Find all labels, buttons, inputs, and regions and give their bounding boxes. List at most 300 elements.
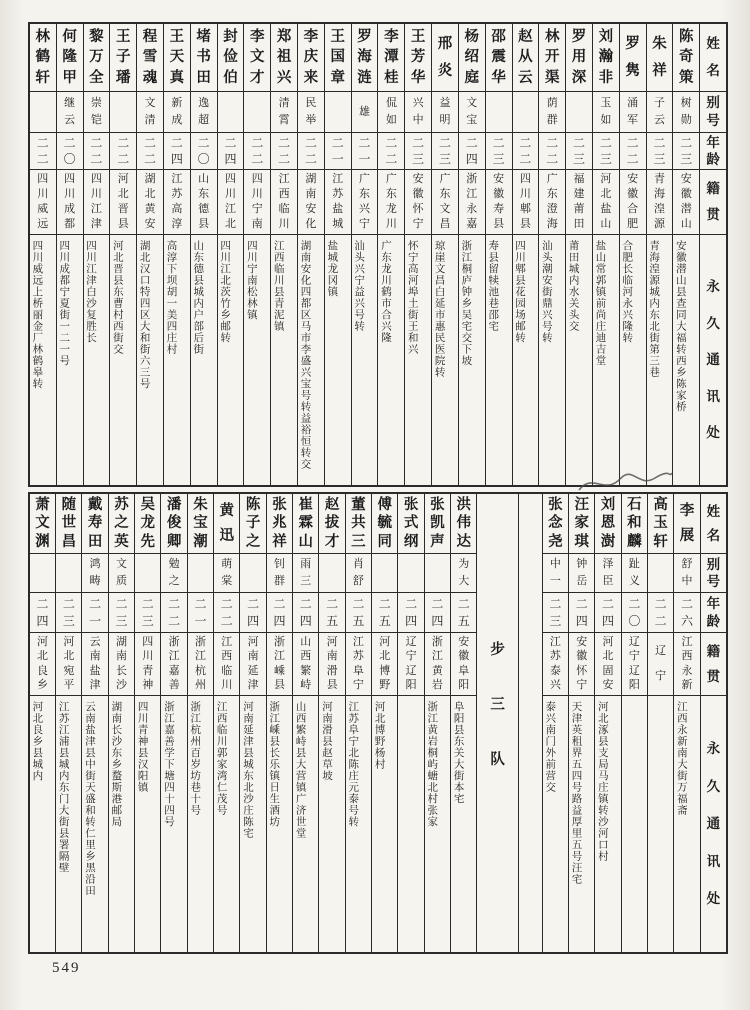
person-column xyxy=(160,494,186,952)
glyph: 二 xyxy=(358,136,371,150)
glyph: 二 xyxy=(117,152,130,166)
glyph: 江 xyxy=(273,650,285,663)
glyph: 宁 xyxy=(655,669,667,682)
glyph: 开 xyxy=(544,49,560,66)
alias-cell xyxy=(648,554,673,593)
glyph: 萧 xyxy=(35,496,50,513)
glyph: 广 xyxy=(546,173,558,185)
glyph: 西 xyxy=(681,650,693,663)
glyph: 洪 xyxy=(456,496,471,513)
address-cell xyxy=(432,235,458,485)
address-text: 安徽潜山县查同大福转西乡陈家桥 xyxy=(674,240,686,413)
name-cell xyxy=(425,494,450,554)
glyph: 黎 xyxy=(89,28,104,45)
glyph: 津 xyxy=(247,679,259,692)
glyph: 二 xyxy=(90,152,103,166)
alias-cell xyxy=(622,554,647,593)
glyph: 张 xyxy=(403,496,419,513)
glyph: 中 xyxy=(412,114,424,126)
glyph: 江 xyxy=(194,650,206,663)
glyph: 二 xyxy=(326,597,339,611)
glyph: 如 xyxy=(385,114,397,126)
glyph: 三 xyxy=(549,614,562,628)
address-text: 莆田城内水关头交 xyxy=(567,240,579,332)
age-cell xyxy=(271,133,297,170)
name-cell xyxy=(398,494,423,554)
person-column xyxy=(371,494,397,952)
glyph: 明 xyxy=(439,114,451,126)
glyph: 四 xyxy=(602,614,615,628)
name-cell xyxy=(648,494,673,554)
glyph: 年 xyxy=(706,135,720,150)
glyph: 展 xyxy=(679,527,695,544)
native-place-cell xyxy=(56,633,81,696)
glyph: 赵 xyxy=(324,496,340,513)
header-alias xyxy=(701,554,726,593)
age-cell xyxy=(425,593,450,633)
person-column xyxy=(55,494,81,952)
glyph: 〇 xyxy=(628,614,641,628)
name-cell xyxy=(161,494,186,554)
glyph: 邵 xyxy=(491,28,506,45)
glyph: 辽 xyxy=(405,664,417,677)
glyph: 南 xyxy=(115,650,127,663)
glyph: 广 xyxy=(439,173,451,185)
glyph: 瀚 xyxy=(598,49,614,66)
glyph: 益 xyxy=(439,97,451,109)
glyph: 临 xyxy=(221,664,233,677)
glyph: 声 xyxy=(430,533,445,550)
glyph: 平 xyxy=(63,679,75,692)
glyph: 鹤 xyxy=(35,49,51,66)
glyph: 徽 xyxy=(412,188,424,200)
glyph: 三 xyxy=(351,533,366,550)
glyph: 非 xyxy=(598,69,614,86)
glyph: 江 xyxy=(171,173,183,185)
name-cell xyxy=(674,494,699,554)
address-cell xyxy=(569,696,594,952)
glyph: 鸿 xyxy=(89,558,101,571)
glyph: 久 xyxy=(706,315,720,331)
glyph: 名 xyxy=(706,527,721,543)
glyph: 名 xyxy=(706,63,720,79)
glyph: 张 xyxy=(548,496,563,513)
glyph: 二 xyxy=(197,136,210,150)
glyph: 川 xyxy=(37,188,49,200)
glyph: 逸 xyxy=(198,97,210,109)
glyph: 玉 xyxy=(600,97,612,109)
glyph: 二 xyxy=(654,614,667,628)
address-text: 江西临川县青泥镇 xyxy=(272,240,284,332)
alias-cell xyxy=(271,92,297,133)
glyph: 桂 xyxy=(384,69,399,86)
glyph: 侃 xyxy=(385,97,397,109)
glyph: 建 xyxy=(573,188,585,200)
header-name xyxy=(701,494,726,554)
glyph: 黄 xyxy=(219,503,235,519)
glyph: 林 xyxy=(544,28,560,45)
glyph: 福 xyxy=(573,173,585,185)
glyph: 宁 xyxy=(359,218,371,230)
glyph: 南 xyxy=(89,650,101,663)
age-cell xyxy=(218,133,244,170)
glyph: 津 xyxy=(90,218,102,230)
address-text: 河南滑县赵草坡 xyxy=(320,701,332,782)
alias-cell xyxy=(378,92,404,133)
glyph: 西 xyxy=(278,188,290,200)
glyph: 郫 xyxy=(519,203,531,215)
name-cell xyxy=(30,494,55,554)
glyph: 三 xyxy=(300,574,312,587)
glyph: 二 xyxy=(519,152,532,166)
age-cell xyxy=(30,133,56,170)
person-column xyxy=(538,24,565,485)
person-column xyxy=(646,24,673,485)
glyph: 海 xyxy=(653,188,665,200)
glyph: 寿 xyxy=(493,203,505,215)
address-cell xyxy=(109,696,134,952)
glyph: 川 xyxy=(142,650,154,663)
native-place-cell xyxy=(137,170,163,235)
glyph: 民 xyxy=(305,97,317,109)
glyph: 封 xyxy=(223,28,238,45)
glyph: 阳 xyxy=(458,679,470,692)
glyph: 李 xyxy=(679,503,695,519)
address-text: 江苏江浦县城内东门大街县署隔壁 xyxy=(57,701,69,874)
pen-mark xyxy=(575,468,675,498)
native-place-cell xyxy=(674,633,699,696)
address-cell xyxy=(346,696,371,952)
alias-cell xyxy=(293,554,318,593)
glyph: 川 xyxy=(221,679,233,692)
address-text: 云南盐津县中街天盛和转仁里乡黑沿田 xyxy=(83,701,95,897)
header-age xyxy=(700,133,726,170)
glyph: 二 xyxy=(431,597,444,611)
glyph: 六 xyxy=(681,614,694,628)
glyph: 四 xyxy=(142,635,154,648)
glyph: 良 xyxy=(36,664,48,677)
glyph: 二 xyxy=(89,597,102,611)
glyph: 北 xyxy=(379,650,391,663)
glyph: 刘 xyxy=(598,28,614,45)
native-place-cell xyxy=(244,170,270,235)
glyph: 四 xyxy=(64,173,76,185)
glyph: 绍 xyxy=(464,49,480,66)
person-column xyxy=(568,494,594,952)
glyph: 号 xyxy=(706,573,721,589)
person-column xyxy=(672,24,699,485)
age-cell xyxy=(57,133,83,170)
glyph: 年 xyxy=(706,596,721,611)
glyph: 北 xyxy=(117,188,129,200)
glyph: 江 xyxy=(431,650,443,663)
address-text: 四川郫县花园场邮转 xyxy=(514,240,525,344)
native-place-cell xyxy=(218,170,244,235)
name-cell xyxy=(566,24,592,92)
address-text: 阜阳县东关大街本宅 xyxy=(452,701,464,805)
glyph: 高 xyxy=(653,496,668,513)
address-text: 山西繁峙县大营镇广济世堂 xyxy=(294,701,306,839)
glyph: 盐 xyxy=(332,203,344,215)
glyph: 文 xyxy=(466,97,478,109)
address-cell xyxy=(566,235,592,485)
person-column xyxy=(30,24,56,485)
glyph: 兴 xyxy=(412,97,424,109)
glyph: 〇 xyxy=(63,152,76,166)
glyph: 三 xyxy=(115,614,128,628)
native-place-cell xyxy=(539,170,565,235)
glyph: 澄 xyxy=(546,203,558,215)
glyph: 川 xyxy=(90,188,102,200)
alias-cell xyxy=(595,554,620,593)
glyph: 邢 xyxy=(437,35,453,52)
age-cell xyxy=(319,593,344,633)
name-cell xyxy=(539,24,565,92)
glyph: 昌 xyxy=(439,218,451,230)
glyph: 湖 xyxy=(144,173,156,185)
alias-cell xyxy=(110,92,136,133)
glyph: 善 xyxy=(168,679,180,692)
age-cell xyxy=(161,593,186,633)
glyph: 北 xyxy=(600,188,612,200)
glyph: 四 xyxy=(519,173,531,185)
address-text: 高淳下坝胡一美四庄村 xyxy=(165,240,177,355)
glyph: 义 xyxy=(628,574,640,587)
native-place-cell xyxy=(459,170,485,235)
address-text: 汕头潮安街鼎兴号转 xyxy=(540,240,552,344)
glyph: 嘉 xyxy=(466,218,478,230)
glyph: 新 xyxy=(171,97,183,109)
glyph: 东 xyxy=(546,188,558,200)
glyph: 怀 xyxy=(576,664,588,677)
glyph: 河 xyxy=(379,635,391,648)
glyph: 安 xyxy=(144,218,156,230)
person-column xyxy=(324,24,351,485)
address-text: 山东德县城内户部后街 xyxy=(192,240,204,355)
person-column xyxy=(318,494,344,952)
alias-cell xyxy=(569,554,594,593)
glyph: 章 xyxy=(330,69,345,86)
glyph: 久 xyxy=(706,778,721,794)
glyph: 趾 xyxy=(628,558,640,571)
glyph: 二 xyxy=(90,136,103,150)
glyph: 苏 xyxy=(171,188,183,200)
glyph: 东 xyxy=(359,188,371,200)
glyph: 辽 xyxy=(628,635,640,648)
age-cell xyxy=(346,593,371,633)
glyph: 二 xyxy=(36,136,49,150)
age-cell xyxy=(378,133,404,170)
person-column xyxy=(565,24,592,485)
native-place-cell xyxy=(451,633,476,696)
address-text: 湖南长沙东乡蝥斯港邮局 xyxy=(110,701,122,828)
glyph: 二 xyxy=(653,136,666,150)
glyph: 二 xyxy=(251,136,264,150)
glyph: 俭 xyxy=(223,49,238,66)
glyph: 三 xyxy=(438,152,451,166)
glyph: 昌 xyxy=(61,533,77,550)
glyph: 二 xyxy=(575,597,588,611)
header-column xyxy=(699,24,726,485)
glyph: 二 xyxy=(168,614,181,628)
glyph: 泰 xyxy=(549,664,561,677)
glyph: 阜 xyxy=(458,664,470,677)
glyph: 雄 xyxy=(359,105,371,118)
person-column xyxy=(266,494,292,952)
address-text: 广东龙川鹤市合兴隆 xyxy=(379,240,391,344)
person-column xyxy=(163,24,190,485)
alias-cell xyxy=(188,554,213,593)
age-cell xyxy=(137,133,163,170)
address-cell xyxy=(164,235,190,485)
glyph: 怀 xyxy=(412,203,424,215)
glyph: 二 xyxy=(626,136,639,150)
glyph: 湖 xyxy=(305,173,317,185)
glyph: 二 xyxy=(278,152,291,166)
glyph: 州 xyxy=(194,679,206,692)
glyph: 江 xyxy=(168,650,180,663)
native-place-cell xyxy=(30,170,56,235)
name-cell xyxy=(57,24,83,92)
glyph: 一 xyxy=(549,574,561,587)
glyph: 宁 xyxy=(576,679,588,692)
glyph: 滑 xyxy=(326,664,338,677)
name-cell xyxy=(191,24,217,92)
glyph: 二 xyxy=(194,597,207,611)
glyph: 勉 xyxy=(168,558,180,571)
section-label-glyph: 队 xyxy=(490,751,505,768)
glyph: 崔 xyxy=(298,496,314,513)
address-text: 四川江北茨竹乡邮转 xyxy=(219,240,231,344)
address-text: 四川威远上桥丽金厂林鹤皋转 xyxy=(31,240,43,390)
alias-cell xyxy=(319,554,344,593)
glyph: 湟 xyxy=(653,203,665,215)
glyph: 龄 xyxy=(706,151,720,167)
glyph: 凯 xyxy=(430,515,445,532)
glyph: 城 xyxy=(332,218,344,230)
glyph: 处 xyxy=(706,891,721,907)
age-cell xyxy=(486,133,512,170)
glyph: 浙 xyxy=(194,635,206,648)
glyph: 潭 xyxy=(384,49,399,66)
glyph: 浙 xyxy=(466,173,478,185)
glyph: 念 xyxy=(548,515,563,532)
name-cell xyxy=(673,24,699,92)
glyph: 一 xyxy=(358,152,371,166)
address-cell xyxy=(135,696,160,952)
native-place-cell xyxy=(267,633,292,696)
glyph: 威 xyxy=(37,203,49,215)
glyph: 浙 xyxy=(168,635,180,648)
glyph: 二 xyxy=(304,152,317,166)
glyph: 河 xyxy=(600,173,612,185)
glyph: 号 xyxy=(706,113,720,129)
glyph: 大 xyxy=(458,574,470,587)
alias-cell xyxy=(240,554,265,593)
age-cell xyxy=(84,133,110,170)
address-cell xyxy=(325,235,351,485)
glyph: 寿 xyxy=(87,515,103,532)
glyph: 龙 xyxy=(140,515,156,532)
glyph: 云 xyxy=(653,114,665,126)
address-cell xyxy=(30,696,55,952)
glyph: 才 xyxy=(324,533,340,550)
glyph: 世 xyxy=(61,515,77,532)
glyph: 王 xyxy=(169,28,185,45)
glyph: 轩 xyxy=(653,533,668,550)
address-cell xyxy=(405,235,431,485)
name-cell xyxy=(271,24,297,92)
name-cell xyxy=(595,494,620,554)
glyph: 群 xyxy=(546,114,558,126)
age-cell xyxy=(451,593,476,633)
person-column xyxy=(450,494,476,952)
name-cell xyxy=(298,24,324,92)
glyph: 尧 xyxy=(548,533,563,550)
glyph: 芳 xyxy=(410,49,426,66)
age-cell xyxy=(513,133,539,170)
glyph: 三 xyxy=(573,152,586,166)
header-name xyxy=(700,24,726,92)
upper-register-table xyxy=(28,22,728,487)
glyph: 魂 xyxy=(142,69,158,86)
glyph: 云 xyxy=(518,69,533,86)
glyph: 兴 xyxy=(276,69,292,86)
address-text: 浙江嵊县长乐镇日生酒坊 xyxy=(268,701,280,828)
address-text: 四川江津白沙复胜长 xyxy=(85,240,96,344)
address-cell xyxy=(319,696,344,952)
glyph: 程 xyxy=(142,28,158,45)
alias-cell xyxy=(137,92,163,133)
name-cell xyxy=(346,494,371,554)
glyph: 二 xyxy=(549,597,562,611)
lower-register-table xyxy=(28,492,728,954)
native-place-cell xyxy=(57,170,83,235)
glyph: 华 xyxy=(491,69,506,86)
name-cell xyxy=(56,494,81,554)
person-column xyxy=(592,24,619,485)
glyph: 二 xyxy=(492,136,505,150)
glyph: 辽 xyxy=(655,645,667,658)
glyph: 震 xyxy=(491,49,506,66)
glyph: 一 xyxy=(331,152,344,166)
person-column xyxy=(647,494,673,952)
glyph: 二 xyxy=(273,597,286,611)
name-cell xyxy=(622,494,647,554)
glyph: 江 xyxy=(278,173,290,185)
glyph: 三 xyxy=(653,152,666,166)
glyph: 王 xyxy=(330,28,345,45)
name-cell xyxy=(110,24,136,92)
glyph: 北 xyxy=(144,188,156,200)
glyph: 涟 xyxy=(357,69,372,86)
glyph: 五 xyxy=(352,614,365,628)
glyph: 三 xyxy=(141,614,154,628)
age-cell xyxy=(244,133,270,170)
glyph: 安 xyxy=(627,173,639,185)
glyph: 吴 xyxy=(140,496,156,513)
glyph: 全 xyxy=(89,69,104,86)
glyph: 涌 xyxy=(627,97,639,109)
glyph: 和 xyxy=(627,515,642,532)
native-place-cell xyxy=(325,170,351,235)
glyph: 川 xyxy=(519,188,531,200)
address-text: 四川青神县汉阳镇 xyxy=(136,701,148,793)
glyph: 阳 xyxy=(628,679,640,692)
alias-cell xyxy=(30,92,56,133)
alias-cell xyxy=(30,554,55,593)
glyph: 山 xyxy=(300,635,312,648)
